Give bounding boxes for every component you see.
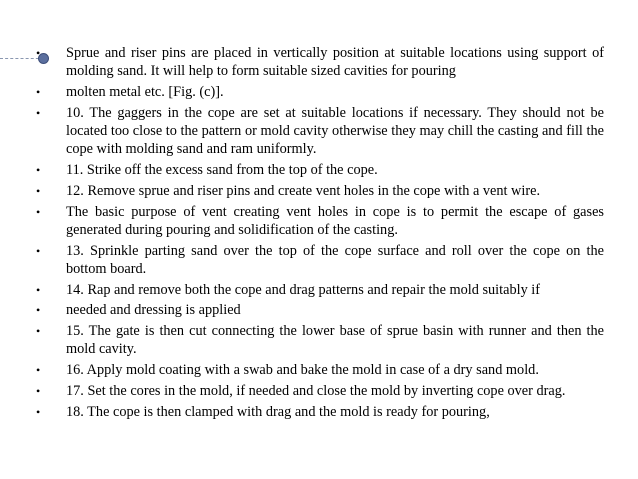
list-item (36, 182, 604, 200)
bullet-icon: • (36, 404, 41, 419)
bullet-text: 17. Set the cores in the mold, if needed and close the mold by inverting cope over drag. (66, 382, 566, 399)
bullet-text: Sprue and riser pins are placed in vertically position at suitable locations using support of molding sand. It will help to form suitable sized cavities for pouring (66, 45, 604, 80)
bullet-icon: • (36, 363, 41, 378)
bullet-icon: • (36, 383, 41, 398)
bullet-icon: • (36, 282, 41, 297)
list-item (36, 403, 604, 421)
list-item (36, 83, 604, 101)
bullet-icon: • (36, 85, 41, 99)
list-item (36, 361, 604, 379)
bullet-text: 12. Remove sprue and riser pins and create vent holes in the cope with a vent wire. (66, 182, 541, 199)
list-item (36, 301, 604, 319)
bullet-list (36, 44, 604, 424)
list-item (36, 242, 604, 278)
bullet-icon: • (36, 303, 41, 318)
bullet-text: 18. The cope is then clamped with drag and the mold is ready for pouring, (66, 403, 490, 420)
list-item (36, 281, 604, 299)
bullet-icon: • (36, 46, 41, 60)
bullet-text: 15. The gate is then cut connecting the lower base of sprue basin with runner and then the mold cavity. (66, 323, 604, 358)
bullet-text: molten metal etc. [Fig. (c)]. (66, 84, 224, 100)
list-item (36, 104, 604, 159)
bullet-icon: • (36, 324, 41, 339)
list-item (36, 44, 604, 80)
bullet-text: 14. Rap and remove both the cope and drag patterns and repair the mold suitably if (66, 281, 541, 298)
bullet-icon: • (36, 204, 41, 219)
bullet-text: 11. Strike off the excess sand from the top of the cope. (66, 162, 378, 178)
bullet-text: 13. Sprinkle parting sand over the top of the cope surface and roll over the cope on the bottom board. (66, 242, 604, 277)
bullet-text: 16. Apply mold coating with a swab and bake the mold in case of a dry sand mold. (66, 362, 539, 379)
bullet-text: The basic purpose of vent creating vent holes in cope is to permit the escape of gases generated during pouring and solidification of the casting. (66, 203, 604, 238)
bullet-icon: • (36, 105, 41, 120)
list-item (36, 382, 604, 400)
bullet-text: needed and dressing is applied (66, 302, 241, 319)
list-item (36, 161, 604, 179)
bullet-text: 10. The gaggers in the cope are set at suitable locations if necessary. They should not be located too close to the pattern or mold cavity otherwise they may chill the casting and fill the cope with molding sand and ram uniformly. (66, 104, 604, 158)
bullet-icon: • (36, 163, 41, 177)
list-item (36, 322, 604, 358)
bullet-icon: • (36, 183, 41, 198)
list-item (36, 203, 604, 239)
bullet-icon: • (36, 243, 41, 258)
